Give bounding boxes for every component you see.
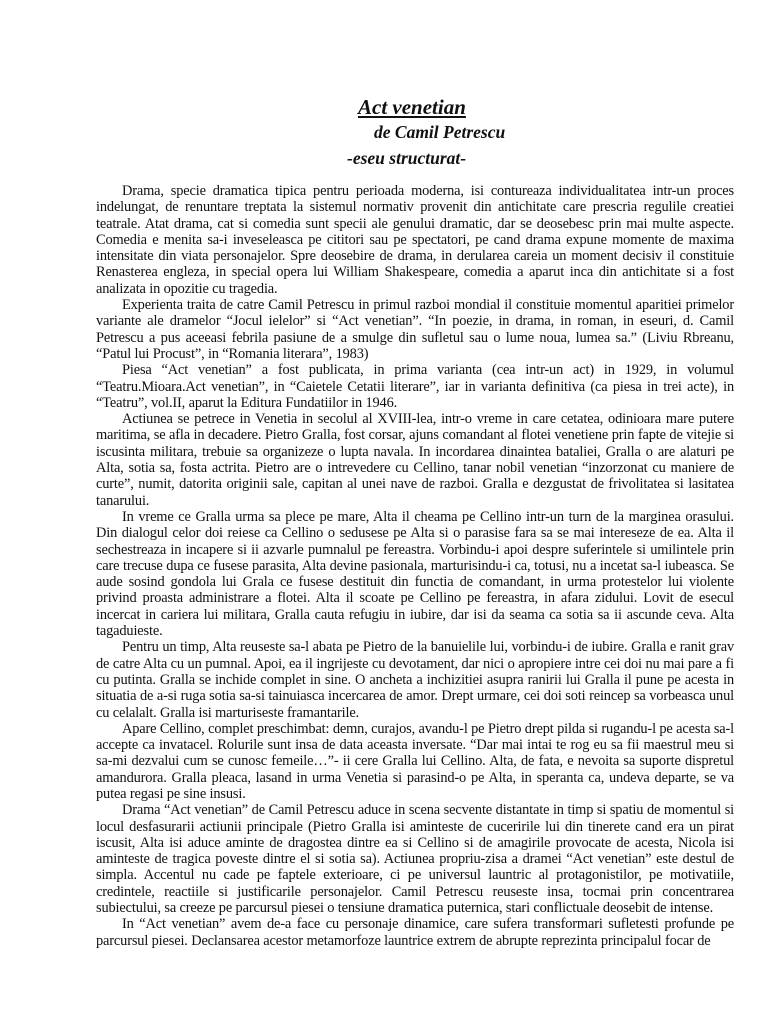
paragraph-8: Drama “Act venetian” de Camil Petrescu aduce in scena secvente distantate in timp si spatiu de momentul si locul desfasurarii actiunii principale (Pietro Gralla isi aminteste de cuceririle lui din tinerete cand era un pirat iscusit, Alta isi aduce aminte de dragostea dintre ea si Cellino si de amagirile provocate de acesta, Nicola isi aminteste de tragica poveste dintre el si sotia sa). Actiunea propriu-zisa a dramei “Act venetian” este destul de simpla. Accentul nu cade pe faptele exterioare, ci pe universul launtric al protagonistilor, pe motivatiile, credintele, reactiile si justificarile personajelor. Camil Petrescu reuseste insa, tocmai prin concentrarea subiectului, sa creeze pe parcursul piesei o tensiune dramatica puternica, stari conflictuale deosebit de intense.	[96, 802, 734, 917]
paragraph-3: Piesa “Act venetian” a fost publicata, in prima varianta (cea intr-un act) in 1929, in volumul “Teatru.Mioara.Act venetian”, in “Caietele Cetatii literare”, iar in varianta definitiva (ca piesa in trei acte), in “Teatru”, vol.II, aparut la Editura Fundatiilor in 1946.	[96, 362, 734, 411]
paragraph-9: In “Act venetian” avem de-a face cu personaje dinamice, care sufera transformari sufletesti profunde pe parcursul piesei. Declansarea acestor metamorfoze launtrice extrem de abrupte reprezinta principalul focar de	[96, 916, 734, 949]
paragraph-5: In vreme ce Gralla urma sa plece pe mare, Alta il cheama pe Cellino intr-un turn de la marginea orasului. Din dialogul celor doi reiese ca Cellino o sedusese pe Alta si o parasise fara sa se mai intereseze de ea. Alta il sechestreaza in incapere si ii azvarle pumnalul pe fereastra. Vorbindu-i apoi despre suferintele si umilintele prin care trecuse dupa ce fusese parasita, Alta devine pasionala, marturisindu-i ca, totusi, nu a incetat sa-l iubeasca. Se aude sosind gondola lui Grala ce fusese destituit din functia de comandant, in urma protestelor lui violente privind proasta administrare a flotei. Alta il scoate pe Cellino pe fereastra, in afara zidului. Lovit de esecul incercat in cariera lui militara, Gralla cauta refugiu in iubire, dar isi da seama ca sotia sa ii ascunde ceva. Alta tagaduieste.	[96, 508, 734, 640]
paragraph-6: Pentru un timp, Alta reuseste sa-l abata pe Pietro de la banuielile lui, vorbindu-i de iubire. Gralla e ranit grav de catre Alta cu un pumnal. Apoi, ea il ingrijeste cu devotament, dar nici o apropiere intre cei doi nu mai pare a fi cu putinta. Gralla se inchide complet in sine. O ancheta a inchizitiei asupra ranirii lui Gralla il pune pe acesta in situatia de a-si ruga sotia sa-si tainuiasca incercarea de amor. Drept urmare, cei doi soti reincep sa vorbeasca unul cu celalalt. Gralla isi marturiseste framantarile.	[96, 639, 734, 721]
paragraph-4: Actiunea se petrece in Venetia in secolul al XVIII-lea, intr-o vreme in care cetatea, odinioara mare putere maritima, se afla in decadere. Pietro Gralla, fost corsar, ajuns comandant al flotei venetiene prin fapte de vitejie si iscusinta militara, trebuie sa organizeze o lupta navala. In incordarea dinaintea bataliei, Gralla o are alaturi pe Alta, sotia sa, fosta actrita. Pietro are o intrevedere cu Cellino, tanar nobil venetian “inzorzonat cu maniere de curte”, numit, datorita originii sale, capitan al unei nave de razboi. Gralla e dezgustat de frivolitatea si lasitatea tanarului.	[96, 411, 734, 509]
paragraph-7: Apare Cellino, complet preschimbat: demn, curajos, avandu-l pe Pietro drept pilda si rugandu-l pe acesta sa-l accepte ca invatacel. Rolurile sunt insa de data aceasta inversate. “Dar mai intai te rog eu sa fii maestrul meu si sa-mi dezvalui cum se cunosc femeile…”- ii cere Gralla lui Cellino. Alta, de fata, e nevoita sa suporte dispretul amandurora. Gralla pleaca, lasand in urma Venetia si parasind-o pe Alta, in speranta ca, undeva departe, se va putea regasi pe sine insusi.	[96, 720, 734, 802]
document-title: Act venetian	[358, 95, 466, 119]
paragraph-2: Experienta traita de catre Camil Petrescu in primul razboi mondial il constituie momentul aparitiei primelor variante ale dramelor “Jocul ielelor” si “Act venetian”. “In poezie, in drama, in roman, in eseuri, d. Camil Petrescu a pus aceeasi febrila pasiune de a smulge din sufletul sau o lume noua, lumea sa.” (Liviu Rbreanu, “Patul lui Procust”, in “Romania literara”, 1983)	[96, 297, 734, 362]
document-author: de Camil Petrescu	[374, 122, 506, 142]
document-subtitle: -eseu structurat-	[347, 148, 467, 168]
paragraph-1: Drama, specie dramatica tipica pentru perioada moderna, isi contureaza individualitatea intr-un proces indelungat, de renuntare treptata la sistemul normativ provenit din antichitate care prescria regulile creatiei teatrale. Atat drama, cat si comedia sunt specii ale genului dramatic, dar se deosebesc prin mai multe aspecte. Comedia e menita sa-i inveseleasca pe cititori sau pe spectatori, pe cand drama expune momente de maxima intensitate din viata personajelor. Spre deosebire de drama, in derularea careia un moment decisiv il constituie Renasterea engleza, in special opera lui William Shakespeare, comedia a aparut inca din antichitate si a fost analizata in opozitie cu tragedia.	[96, 183, 734, 297]
document-body	[96, 183, 734, 949]
